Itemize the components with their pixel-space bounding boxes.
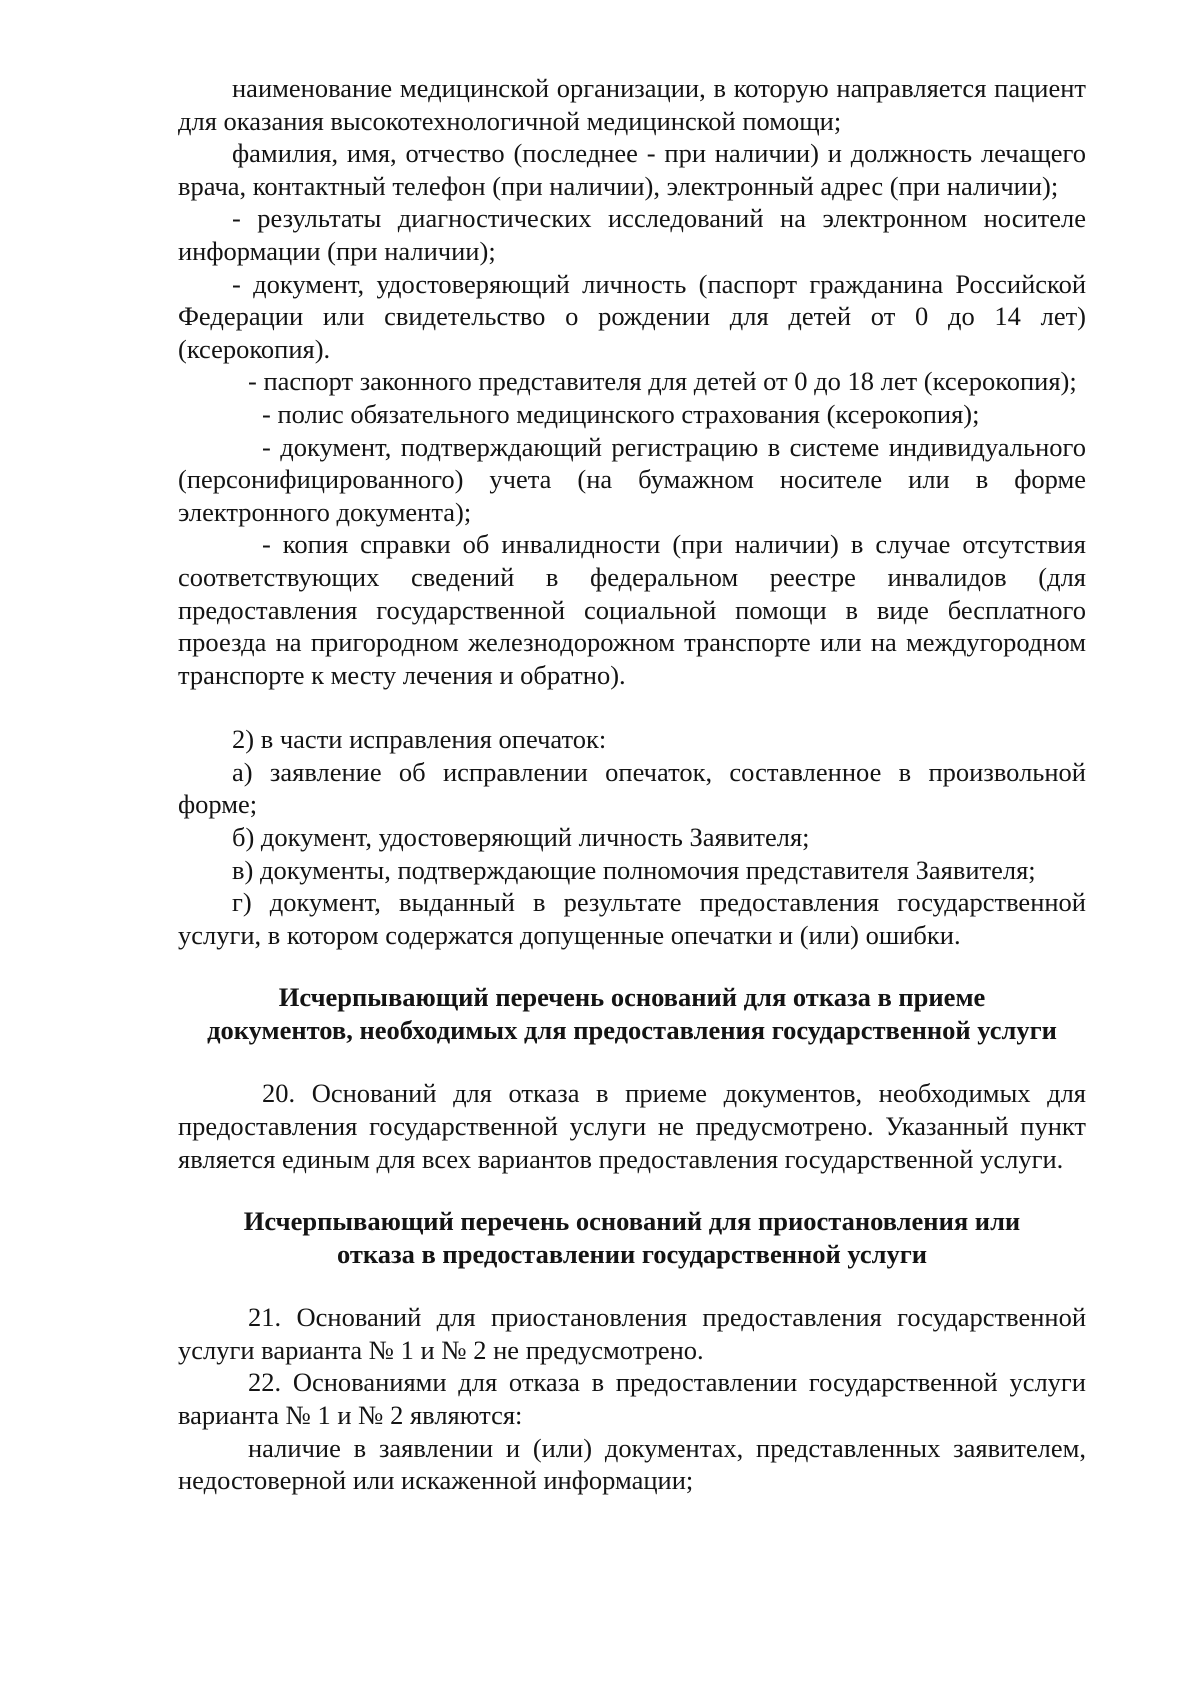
paragraph-22-item: наличие в заявлении и (или) документах, представленных заявителем, недостоверной или искаженной информации; [178,1432,1086,1496]
paragraph-medical-organization: наименование медицинской организации, в которую направляется пациент для оказания высокотехнологичной медицинской помощи; [178,73,1086,136]
paragraph-disability-certificate: - копия справки об инвалидности (при наличии) в случае отсутствия соответствующих сведений в федеральном реестре инвалидов (для предоставления государственной социальной помощи в виде бесплатного проезда на пригородном железнодорожном транспорте или на междугородном транспорте к месту лечения и обратно). [178,529,1086,690]
section-heading-suspension-refusal [178,1205,1086,1271]
paragraph-diagnostic-results: - результаты диагностических исследований на электронном носителе информации (при наличии); [178,203,1086,266]
paragraph-doctor-info: фамилия, имя, отчество (последнее - при наличии) и должность лечащего врача, контактный телефон (при наличии), электронный адрес (при наличии); [178,138,1086,201]
paragraph-20: 20. Оснований для отказа в приеме документов, необходимых для предоставления государственной услуги не предусмотрено. Указанный пункт является единым для всех вариантов предоставления государственной услуги. [178,1078,1086,1174]
paragraph-typo-item-g: г) документ, выданный в результате предоставления государственной услуги, в котором содержатся допущенные опечатки и (или) ошибки. [178,887,1086,950]
paragraph-representative-passport: - паспорт законного представителя для детей от 0 до 18 лет (ксерокопия); [248,366,1077,397]
heading-line: документов, необходимых для предоставления государственной услуги [207,1015,1057,1046]
paragraph-typo-correction-intro: 2) в части исправления опечаток: [232,724,607,755]
paragraph-typo-item-v: в) документы, подтверждающие полномочия представителя Заявителя; [232,854,1036,885]
paragraph-typo-item-b: б) документ, удостоверяющий личность Заявителя; [232,822,810,853]
paragraph-typo-item-a: а) заявление об исправлении опечаток, составленное в произвольной форме; [178,756,1086,820]
paragraph-identity-document: - документ, удостоверяющий личность (паспорт гражданина Российской Федерации или свидетельство о рождении для детей от 0 до 14 лет) (ксерокопия). [178,268,1086,364]
paragraph-insurance-policy: - полис обязательного медицинского страхования (ксерокопия); [262,398,980,429]
paragraph-22: 22. Основаниями для отказа в предоставлении государственной услуги варианта № 1 и № 2 являются: [178,1367,1086,1430]
paragraph-registration-document: - документ, подтверждающий регистрацию в системе индивидуального (персонифицированного) учета (на бумажном носителе или в форме электронного документа); [178,431,1086,527]
heading-line: отказа в предоставлении государственной услуги [336,1239,928,1270]
heading-line: Исчерпывающий перечень оснований для отказа в приеме [278,982,986,1013]
paragraph-21: 21. Оснований для приостановления предоставления государственной услуги варианта № 1 и № 2 не предусмотрено. [178,1302,1086,1365]
heading-line: Исчерпывающий перечень оснований для приостановления или [243,1206,1021,1237]
section-heading-refusal-acceptance [178,981,1086,1047]
